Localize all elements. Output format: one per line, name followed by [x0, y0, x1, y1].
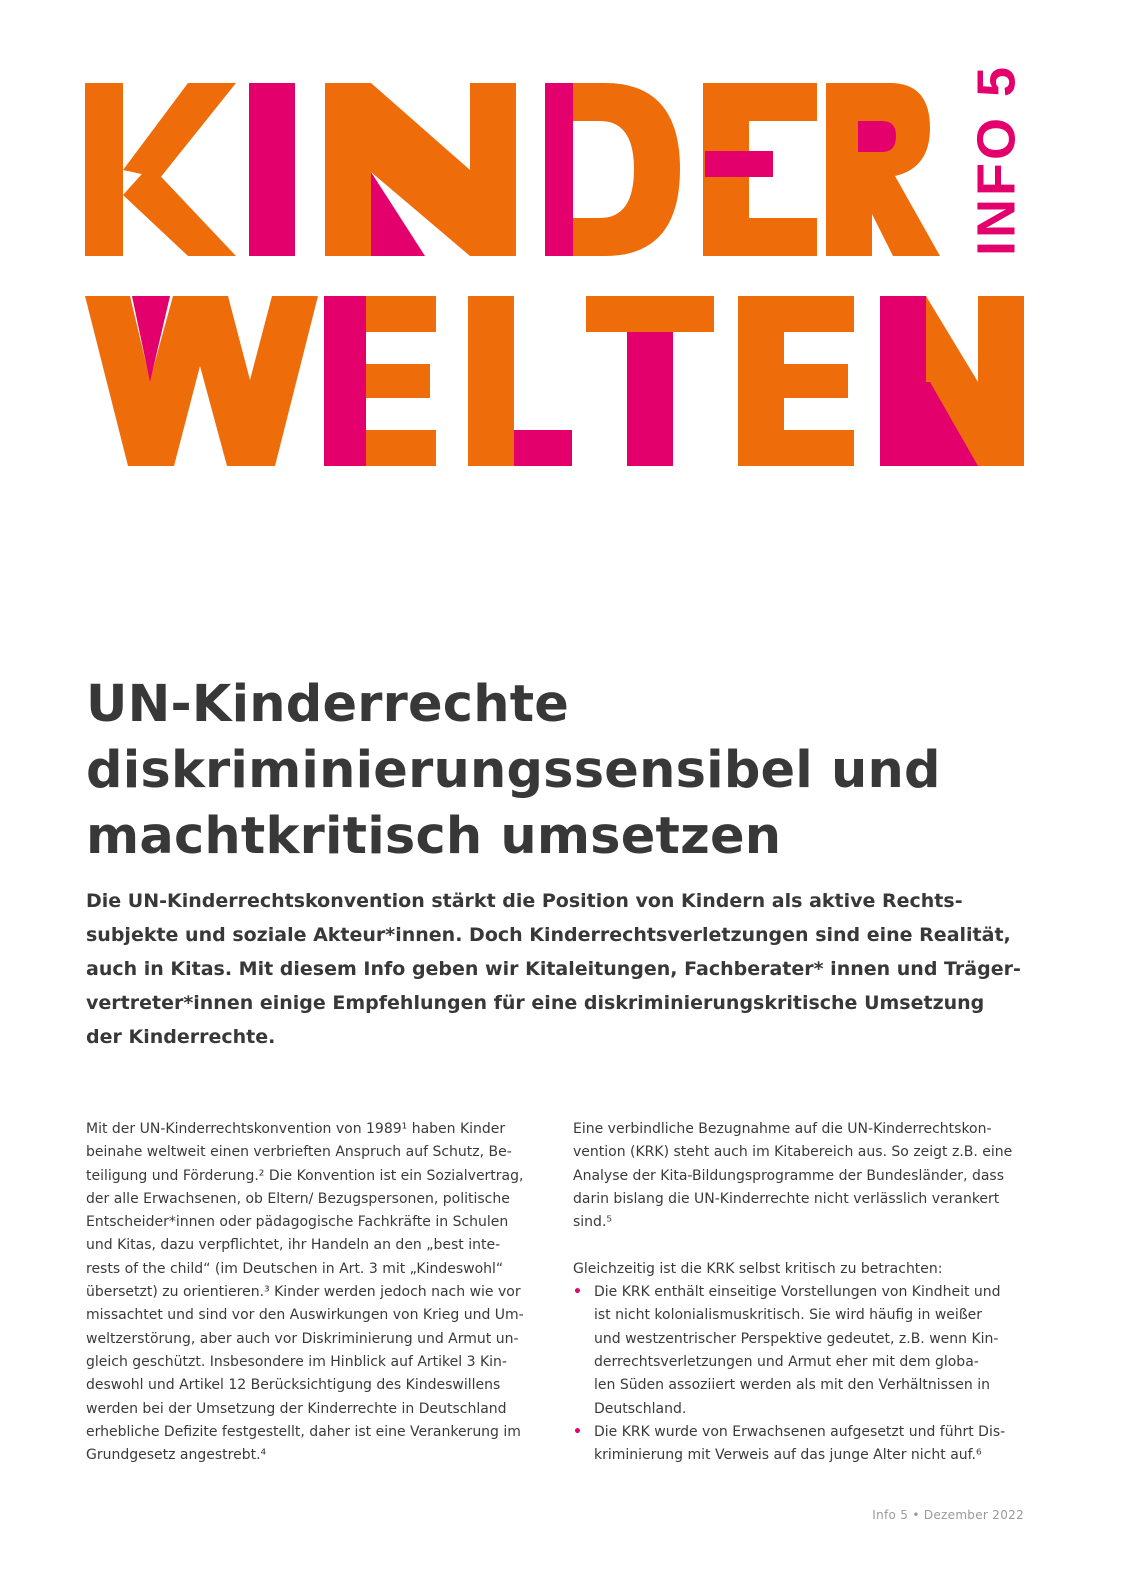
bullet-line — [573, 1421, 1043, 1444]
bullet-dot: • — [573, 1284, 582, 1301]
lead-line: auch in Kitas. Mit diesem Info geben wir Kitaleitungen, Fachberater* innen und Träger- — [86, 958, 1021, 980]
logo-letter-t — [586, 296, 714, 466]
body-line: erhebliche Defizite festgestellt, daher ist eine Verankerung im — [86, 1423, 521, 1440]
paragraph-gap — [573, 1234, 1043, 1257]
bullet-line — [573, 1351, 1043, 1374]
bullet-line — [573, 1444, 1043, 1467]
bullet-line — [573, 1328, 1043, 1351]
logo-letter-l — [468, 296, 572, 466]
body-column-right — [573, 1118, 1043, 1467]
logo-letter-e — [703, 83, 817, 256]
body-line: missachtet und sind vor den Auswirkungen von Krieg und Um- — [86, 1307, 524, 1324]
title-line: UN-Kinderrechte — [86, 675, 570, 734]
lead-line: vertreter*innen einige Empfehlungen für eine diskriminierungskritische Umsetzung — [86, 992, 985, 1014]
bullet-text: derrechtsverletzungen und Armut eher mit dem globa- — [594, 1353, 979, 1370]
bullet-text: Die KRK wurde von Erwachsenen aufgesetzt und führt Dis- — [594, 1423, 1006, 1440]
info-badge-label: INFO 5 — [966, 63, 1027, 256]
body-line: Eine verbindliche Bezugnahme auf die UN-Kinderrechtskon- — [573, 1121, 992, 1137]
bullet-line — [573, 1398, 1043, 1421]
bullet-line — [573, 1374, 1043, 1397]
logo-letter-r — [826, 83, 940, 256]
body-line: Mit der UN-Kinderrechtskonvention von 1989¹ haben Kinder — [86, 1121, 506, 1137]
lead-line: Die UN-Kinderrechtskonvention stärkt die Position von Kindern als aktive Rechts- — [86, 890, 963, 912]
body-line: darin bislang die UN-Kinderrechte nicht verlässlich verankert — [573, 1190, 1000, 1207]
logo-letter-i — [249, 83, 295, 256]
body-line: deswohl und Artikel 12 Berücksichtigung des Kindeswillens — [86, 1377, 501, 1394]
body-line: rests of the child“ (im Deutschen in Art. 3 mit „Kindeswohl“ — [86, 1260, 504, 1277]
bullet-text: und westzentrischer Perspektive gedeutet, z.B. wenn Kin- — [594, 1330, 999, 1347]
title-line: diskriminierungssensibel und — [86, 741, 941, 800]
bullet-line — [573, 1304, 1043, 1327]
body-line: vention (KRK) steht auch im Kitabereich aus. So zeigt z.B. eine — [573, 1144, 1013, 1161]
lead-line: der Kinderrechte. — [86, 1026, 276, 1048]
bullet-line — [573, 1281, 1043, 1304]
page-footer: Info 5 • Dezember 2022 — [872, 1508, 1024, 1522]
lead-paragraph — [86, 884, 1046, 1054]
logo-letter-n — [325, 83, 516, 256]
bullet-text: Deutschland. — [594, 1400, 687, 1417]
body-line: Analyse der Kita-Bildungsprogramme der Bundesländer, dass — [573, 1167, 1005, 1184]
body-line: sind.⁵ — [573, 1214, 613, 1231]
bullet-list — [573, 1281, 1043, 1467]
body-line: werden bei der Umsetzung der Kinderrechte in Deutschland — [86, 1400, 507, 1417]
bullet-dot: • — [573, 1423, 582, 1440]
body-line: teiligung und Förderung.² Die Konvention ist ein Sozialvertrag, — [86, 1167, 524, 1184]
bullet-text: kriminierung mit Verweis auf das junge Alter nicht auf.⁶ — [594, 1447, 982, 1464]
body-column-left — [86, 1118, 544, 1467]
body-line: übersetzt) zu orientieren.³ Kinder werden jedoch nach wie vor — [86, 1284, 521, 1301]
body-line: Entscheider*innen oder pädagogische Fachkräfte in Schulen — [86, 1214, 509, 1231]
body-line: und Kitas, dazu verpflichtet, ihr Handeln an den „best inte- — [86, 1237, 501, 1254]
body-line: der alle Erwachsenen, ob Eltern/ Bezugspersonen, politische — [86, 1190, 510, 1207]
bullet-text: ist nicht kolonialismuskritisch. Sie wird häufig in weißer — [594, 1307, 983, 1324]
logo-letter-w — [85, 296, 318, 466]
logo-letter-k — [85, 83, 236, 256]
title-line: machtkritisch umsetzen — [86, 807, 782, 866]
lead-line: subjekte und soziale Akteur*innen. Doch Kinderrechtsverletzungen sind eine Realität, — [86, 924, 1011, 946]
body-line: Grundgesetz angestrebt.⁴ — [86, 1447, 267, 1464]
info-badge — [966, 64, 1026, 256]
body-line: Gleichzeitig ist die KRK selbst kritisch zu betrachten: — [573, 1260, 943, 1277]
bullet-text: len Süden assoziiert werden als mit den Verhältnissen in — [594, 1377, 990, 1394]
bullet-item — [573, 1281, 1043, 1421]
logo-letter-e2 — [324, 296, 436, 466]
logo-letter-d — [545, 83, 680, 256]
logo-graphic — [0, 0, 1128, 500]
logo-letter-e3 — [738, 296, 854, 466]
body-line: gleich geschützt. Insbesondere im Hinblick auf Artikel 3 Kin- — [86, 1353, 507, 1370]
body-line: weltzerstörung, aber auch vor Diskriminierung und Armut un- — [86, 1330, 519, 1347]
logo-letter-n2 — [880, 296, 1024, 466]
body-line: beinahe weltweit einen verbrieften Anspruch auf Schutz, Be- — [86, 1144, 512, 1161]
kinderwelten-logo — [0, 0, 1128, 500]
bullet-text: Die KRK enthält einseitige Vorstellungen von Kindheit und — [594, 1284, 1001, 1301]
page-title — [86, 672, 1046, 870]
bullet-item — [573, 1421, 1043, 1468]
